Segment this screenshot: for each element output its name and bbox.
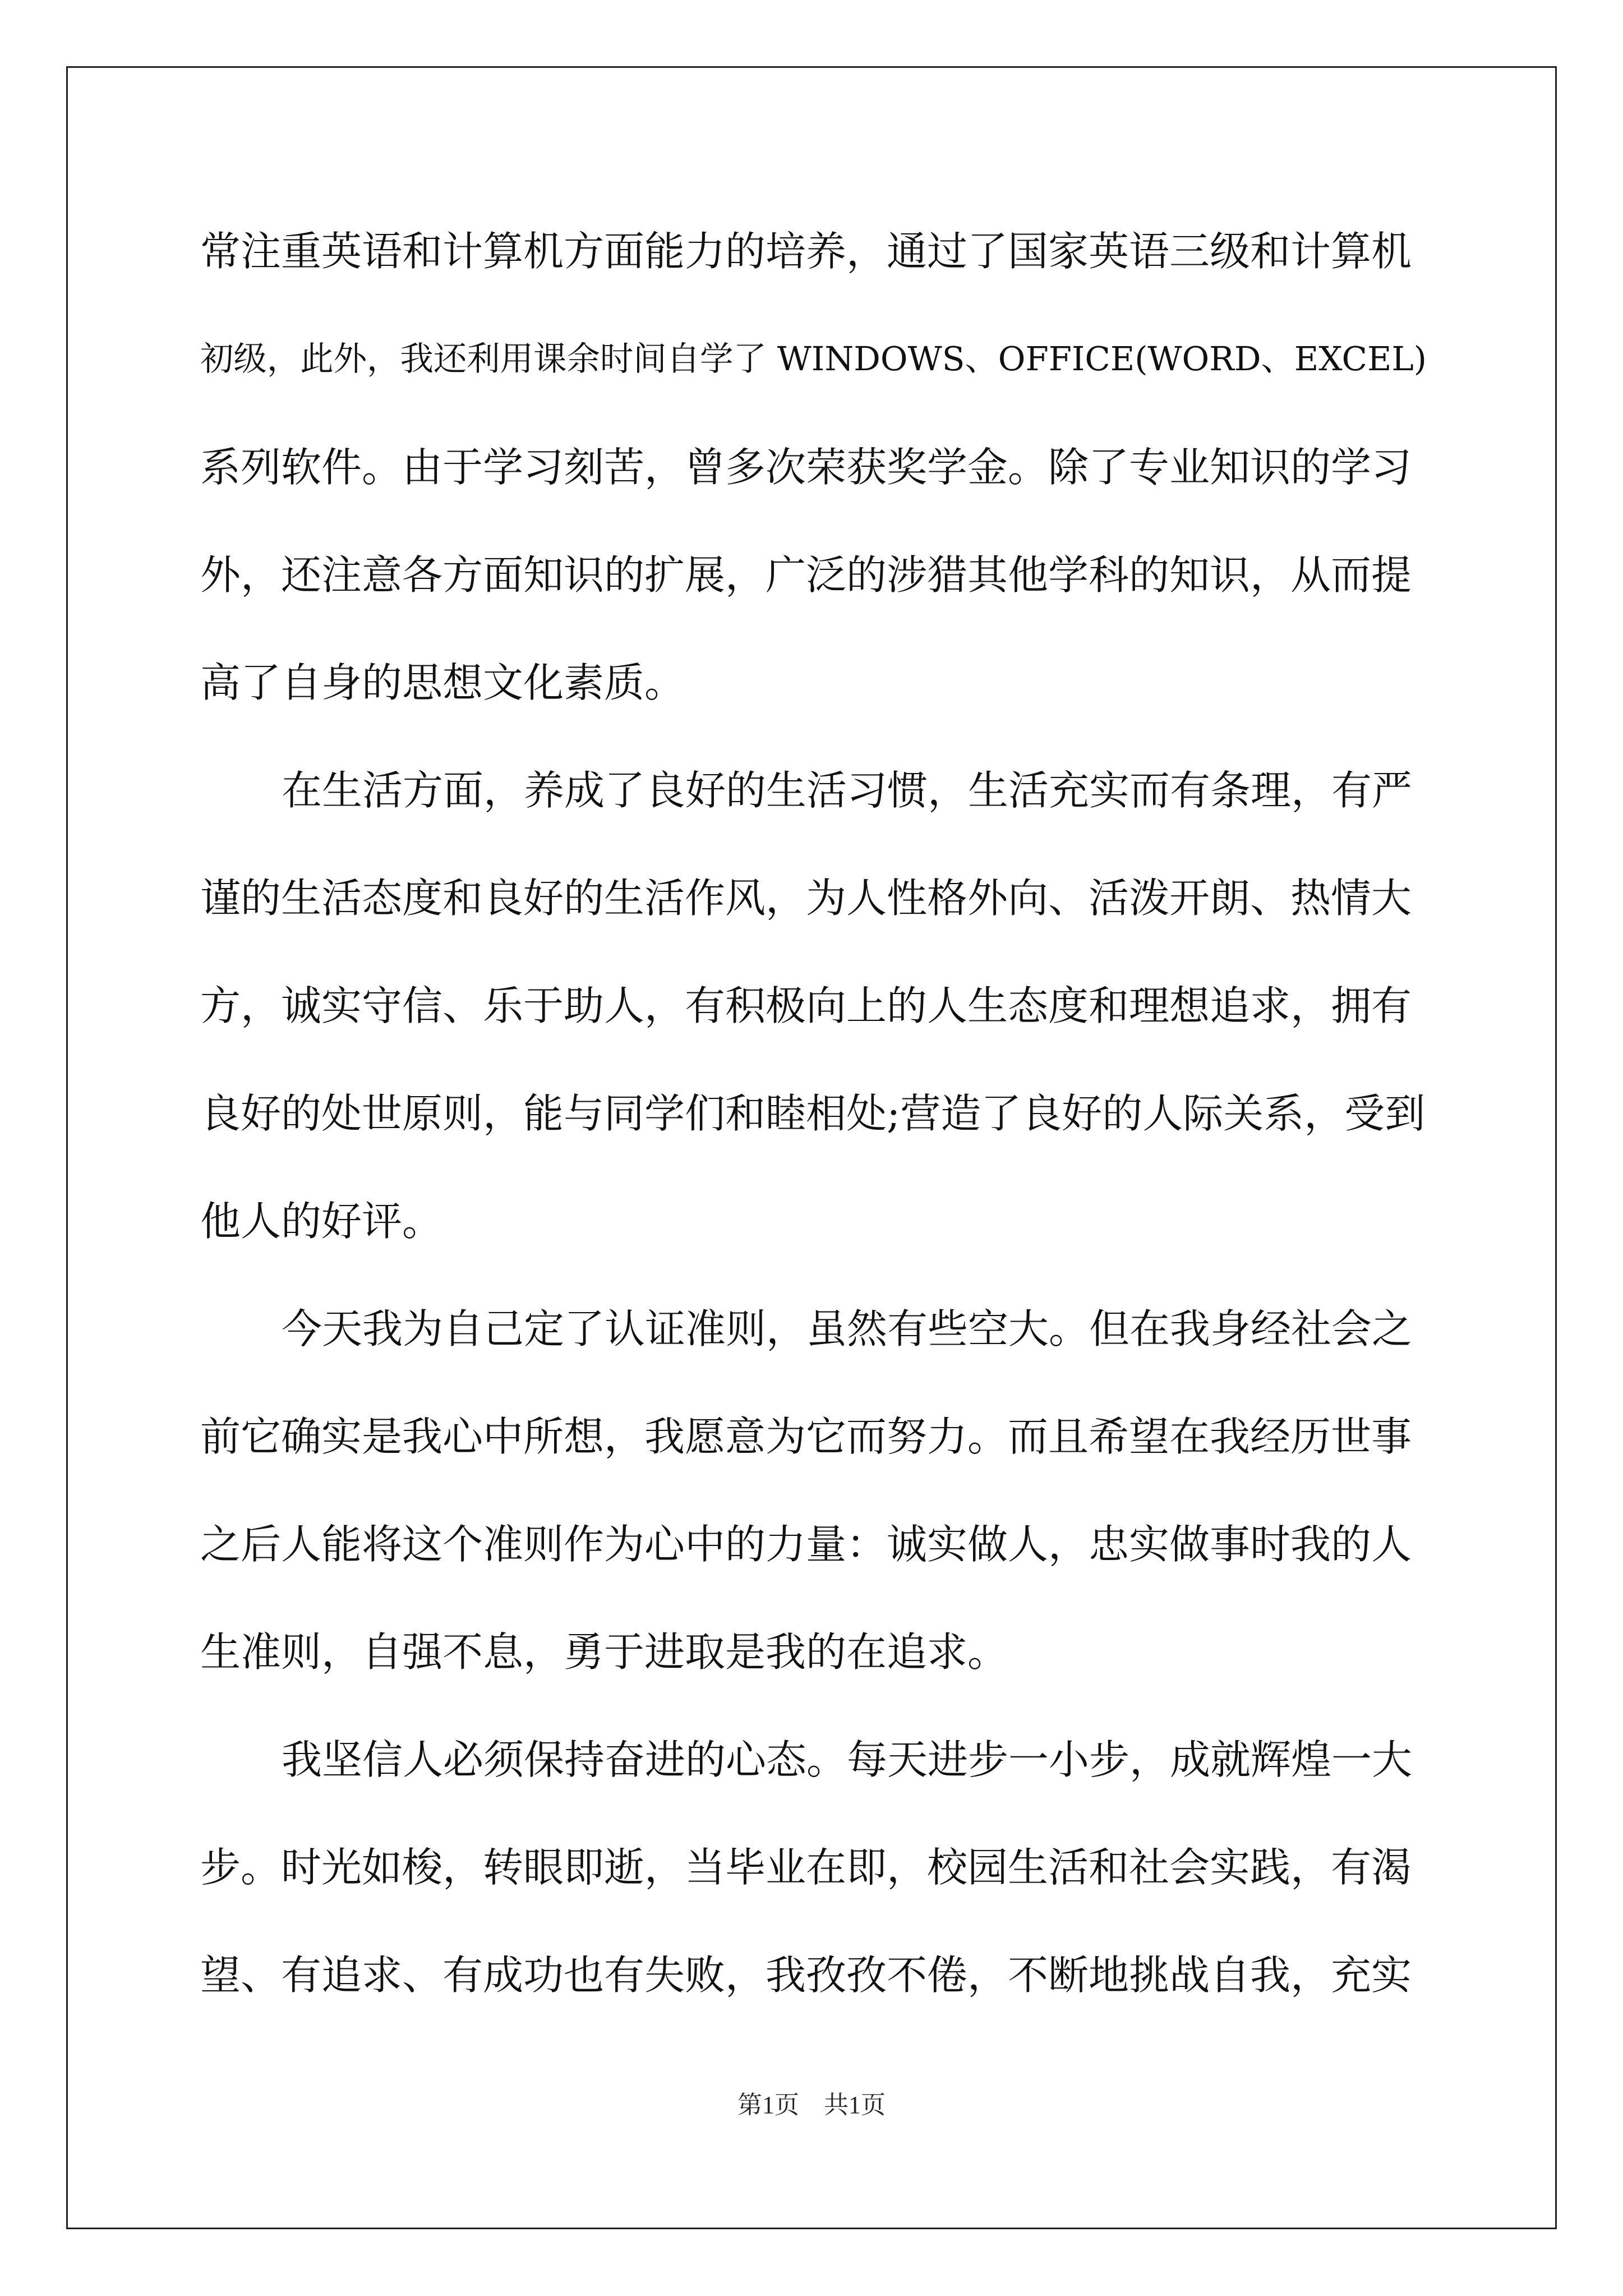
page-number: 第1页 共1页	[737, 2091, 886, 2119]
text-line: 前它确实是我心中所想，我愿意为它而努力。而且希望在我经历世事	[200, 1413, 1412, 1460]
text-line: 高了自身的思想文化素质。	[200, 659, 685, 706]
text-line: 望、有追求、有成功也有失败，我孜孜不倦，不断地挑战自我，充实	[200, 1952, 1412, 1999]
text-line: 在生活方面，养成了良好的生活习惯，生活充实而有条理，有严	[282, 767, 1413, 814]
text-line: 我坚信人必须保持奋进的心态。每天进步一小步，成就辉煌一大	[282, 1736, 1413, 1783]
text-line: 常注重英语和计算机方面能力的培养，通过了国家英语三级和计算机	[200, 228, 1412, 275]
text-line: 步。时光如梭，转眼即逝，当毕业在即，校园生活和社会实践，有渴	[200, 1844, 1412, 1891]
text-line: 外，还注意各方面知识的扩展，广泛的涉猎其他学科的知识，从而提	[200, 551, 1412, 599]
text-line: 之后人能将这个准则作为心中的力量：诚实做人，忠实做事时我的人	[200, 1521, 1412, 1568]
text-line: 他人的好评。	[200, 1198, 443, 1245]
page-border	[66, 66, 1557, 2229]
text-line: 系列软件。由于学习刻苦，曾多次荣获奖学金。除了专业知识的学习	[200, 444, 1412, 491]
text-line: 初级，此外，我还利用课余时间自学了 WINDOWS、OFFICE(WORD、EXCEL)	[200, 340, 1427, 379]
text-line: 方，诚实守信、乐于助人，有积极向上的人生态度和理想追求，拥有	[200, 982, 1412, 1029]
text-line: 良好的处世原则，能与同学们和睦相处;营造了良好的人际关系，受到	[200, 1090, 1426, 1137]
text-line: 生准则，自强不息，勇于进取是我的在追求。	[200, 1628, 1008, 1676]
text-line: 今天我为自己定了认证准则，虽然有些空大。但在我身经社会之	[282, 1305, 1413, 1352]
text-line: 谨的生活态度和良好的生活作风，为人性格外向、活泼开朗、热情大	[200, 875, 1412, 922]
